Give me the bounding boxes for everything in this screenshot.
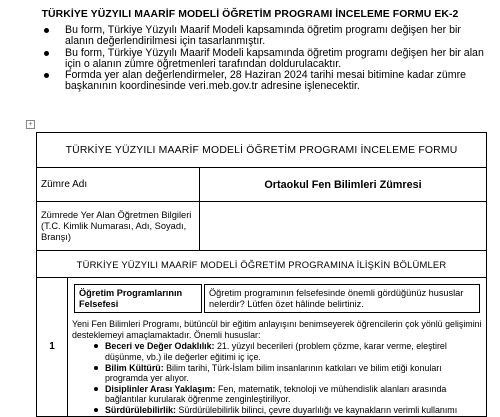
evaluation-form-table <box>36 132 487 417</box>
instruction-text: Bu form, Türkiye Yüzyılı Maarif Modeli kapsamında öğretim programı değişen her bir alan için o alanın zümre öğretmenleri tarafından doldurulacaktır. <box>65 46 484 70</box>
answer-item <box>94 405 482 416</box>
answer-item-text: Sürdürülebilirlik bilinci, çevre duyarlılığı ve kaynakların verimli kullanımı <box>176 404 458 415</box>
bullet-icon <box>94 387 98 391</box>
answer-text[interactable] <box>72 315 482 415</box>
answer-item <box>94 363 482 384</box>
answer-item-text: 21. yüzyıl becerileri (problem çözme, karar verme, eleştirel düşünme, vb.) ile değerler eğitimi iç içe. <box>105 341 447 362</box>
instruction-item <box>44 70 484 93</box>
answer-list <box>94 341 482 415</box>
bullet-icon <box>94 366 98 370</box>
form-title: TÜRKİYE YÜZYILI MAARİF MODELİ ÖĞRETİM PROGRAMI İNCELEME FORMU <box>37 133 487 168</box>
bullet-icon <box>44 73 49 78</box>
teachers-value[interactable] <box>200 202 487 251</box>
instruction-item <box>44 25 484 48</box>
topic-table <box>72 282 482 315</box>
section-title: TÜRKİYE YÜZYILI MAARİF MODELİ ÖĞRETİM PROGRAMINA İLİŞKİN BÖLÜMLER <box>37 251 487 278</box>
topic-question: Öğretim programının felsefesinde önemli gördüğünüz hususlar nelerdir? Lütfen özet hâlinde belirtiniz. <box>204 284 480 313</box>
teachers-label: Zümrede Yer Alan Öğretmen Bilgileri (T.C. Kimlik Numarası, Adı, Soyadı, Branşı) <box>37 202 200 251</box>
answer-item-title: Sürdürülebilirlik: <box>105 404 177 415</box>
bullet-icon <box>44 28 49 33</box>
zumre-label: Zümre Adı <box>37 168 200 202</box>
answer-item-title: Bilim Kültürü: <box>105 362 164 373</box>
instruction-list <box>44 25 484 93</box>
bullet-icon <box>44 51 49 56</box>
answer-item <box>94 384 482 405</box>
table-move-handle-icon[interactable]: + <box>26 120 35 129</box>
instruction-item <box>44 48 484 71</box>
document-heading: TÜRKİYE YÜZYILI MAARİF MODELİ ÖĞRETİM PROGRAMI İNCELEME FORMU EK-2 <box>41 9 459 20</box>
topic-label: Öğretim Programlarının Felsefesi <box>74 284 202 313</box>
answer-item <box>94 341 482 362</box>
answer-intro: Yeni Fen Bilimleri Programı, bütüncül bir eğitim anlayışını benimseyerek öğrencilerin çok yönlü gelişimini desteklemeyi amaçlamaktadır. Önemli hususlar: <box>72 319 482 340</box>
bullet-icon <box>94 344 98 348</box>
answer-item-title: Disiplinler Arası Yaklaşım: <box>105 383 216 394</box>
answer-item-title: Beceri ve Değer Odaklılık: <box>105 341 215 352</box>
instruction-text: Bu form, Türkiye Yüzyılı Maarif Modeli kapsamında öğretim programı değişen her bir alanın değerlendirilmesi için tasarlanmıştır. <box>65 24 461 48</box>
section-number: 1 <box>37 278 68 417</box>
bullet-icon <box>94 408 98 412</box>
instruction-text: Formda yer alan değerlendirmeler, 28 Haziran 2024 tarihi mesai bitimine kadar zümre başkanının koordinesinde veri.meb.gov.tr adresine işlenecektir. <box>65 69 466 93</box>
zumre-value[interactable]: Ortaokul Fen Bilimleri Zümresi <box>200 168 487 202</box>
answer-item-text: Bilim tarihi, Türk-İslam bilim insanlarının katkıları ve bilim etiği konuları programda yer alıyor. <box>105 362 442 384</box>
answer-item-text: Fen, matematik, teknoloji ve mühendislik alanları arasında bağlantılar kurularak öğrenme zenginleştiriliyor. <box>105 383 447 405</box>
section-content <box>68 278 487 417</box>
